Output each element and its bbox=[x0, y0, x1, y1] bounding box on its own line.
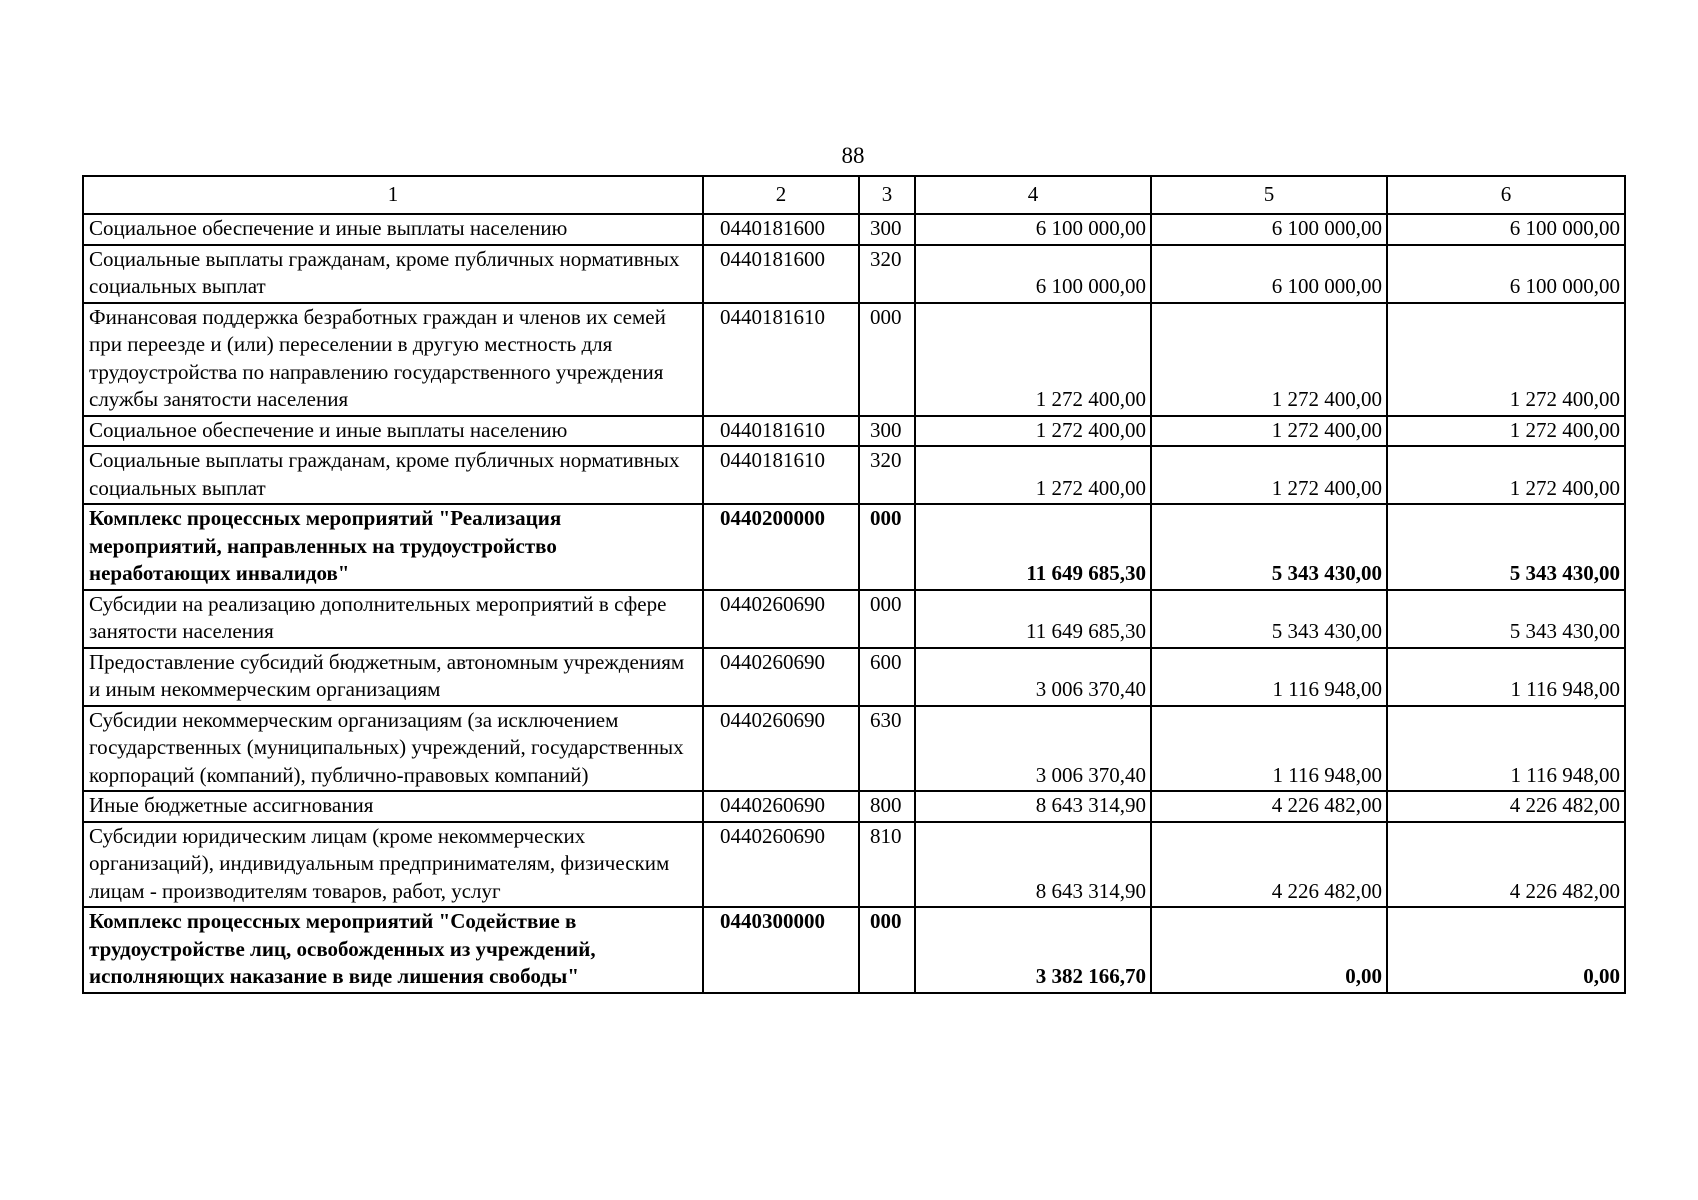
row-value-col4-cell: 3 382 166,70 bbox=[915, 907, 1151, 993]
row-type-cell: 000 bbox=[859, 590, 915, 648]
table-body bbox=[83, 176, 1625, 993]
table-row bbox=[83, 446, 1625, 504]
row-value-col4-cell: 6 100 000,00 bbox=[915, 245, 1151, 303]
row-type-cell: 300 bbox=[859, 214, 915, 245]
row-name-cell: Субсидии юридическим лицам (кроме некоммерческих организаций), индивидуальным предпринимателям, физическим лицам - производителям товаров, работ, услуг bbox=[83, 822, 703, 908]
row-type-cell: 000 bbox=[859, 504, 915, 590]
row-type-cell: 000 bbox=[859, 907, 915, 993]
header-cell: 5 bbox=[1151, 176, 1387, 214]
table-row bbox=[83, 416, 1625, 447]
row-value-col6-cell: 1 116 948,00 bbox=[1387, 648, 1625, 706]
row-value-col5-cell: 0,00 bbox=[1151, 907, 1387, 993]
row-code-cell: 0440260690 bbox=[703, 791, 859, 822]
row-type-cell: 800 bbox=[859, 791, 915, 822]
row-type-cell: 630 bbox=[859, 706, 915, 792]
row-value-col6-cell: 1 116 948,00 bbox=[1387, 706, 1625, 792]
row-value-col6-cell: 1 272 400,00 bbox=[1387, 303, 1625, 416]
row-code-cell: 0440181600 bbox=[703, 245, 859, 303]
table-row bbox=[83, 245, 1625, 303]
row-value-col5-cell: 5 343 430,00 bbox=[1151, 590, 1387, 648]
table-row bbox=[83, 504, 1625, 590]
row-name-cell: Финансовая поддержка безработных граждан и членов их семей при переезде и (или) переселении в другую местность для трудоустройства по направлению государственного учреждения службы занятости населения bbox=[83, 303, 703, 416]
row-name-cell: Социальные выплаты гражданам, кроме публичных нормативных социальных выплат bbox=[83, 245, 703, 303]
row-code-cell: 0440260690 bbox=[703, 706, 859, 792]
table-row bbox=[83, 822, 1625, 908]
row-value-col4-cell: 1 272 400,00 bbox=[915, 303, 1151, 416]
row-value-col5-cell: 4 226 482,00 bbox=[1151, 791, 1387, 822]
row-value-col4-cell: 3 006 370,40 bbox=[915, 648, 1151, 706]
table-row bbox=[83, 706, 1625, 792]
row-code-cell: 0440260690 bbox=[703, 590, 859, 648]
row-value-col5-cell: 6 100 000,00 bbox=[1151, 214, 1387, 245]
header-cell: 2 bbox=[703, 176, 859, 214]
row-value-col5-cell: 1 272 400,00 bbox=[1151, 303, 1387, 416]
header-cell: 6 bbox=[1387, 176, 1625, 214]
row-value-col5-cell: 1 116 948,00 bbox=[1151, 706, 1387, 792]
row-value-col5-cell: 4 226 482,00 bbox=[1151, 822, 1387, 908]
table-row bbox=[83, 214, 1625, 245]
row-value-col6-cell: 6 100 000,00 bbox=[1387, 245, 1625, 303]
row-value-col5-cell: 5 343 430,00 bbox=[1151, 504, 1387, 590]
row-name-cell: Субсидии некоммерческим организациям (за исключением государственных (муниципальных) учреждений, государственных корпораций (компаний), публично-правовых компаний) bbox=[83, 706, 703, 792]
budget-table bbox=[82, 175, 1626, 994]
row-name-cell: Комплекс процессных мероприятий "Содействие в трудоустройстве лиц, освобожденных из учреждений, исполняющих наказание в виде лишения свободы" bbox=[83, 907, 703, 993]
row-value-col4-cell: 1 272 400,00 bbox=[915, 416, 1151, 447]
row-name-cell: Социальные выплаты гражданам, кроме публичных нормативных социальных выплат bbox=[83, 446, 703, 504]
row-code-cell: 0440181610 bbox=[703, 303, 859, 416]
row-code-cell: 0440181610 bbox=[703, 446, 859, 504]
row-type-cell: 300 bbox=[859, 416, 915, 447]
row-code-cell: 0440260690 bbox=[703, 822, 859, 908]
row-value-col6-cell: 1 272 400,00 bbox=[1387, 416, 1625, 447]
row-name-cell: Социальное обеспечение и иные выплаты населению bbox=[83, 416, 703, 447]
row-code-cell: 0440181600 bbox=[703, 214, 859, 245]
table-row bbox=[83, 303, 1625, 416]
row-name-cell: Комплекс процессных мероприятий "Реализация мероприятий, направленных на трудоустройство неработающих инвалидов" bbox=[83, 504, 703, 590]
row-code-cell: 0440260690 bbox=[703, 648, 859, 706]
row-value-col4-cell: 3 006 370,40 bbox=[915, 706, 1151, 792]
row-value-col4-cell: 1 272 400,00 bbox=[915, 446, 1151, 504]
header-cell: 4 bbox=[915, 176, 1151, 214]
table-row bbox=[83, 907, 1625, 993]
table-header-row bbox=[83, 176, 1625, 214]
row-value-col4-cell: 8 643 314,90 bbox=[915, 791, 1151, 822]
row-value-col5-cell: 1 116 948,00 bbox=[1151, 648, 1387, 706]
row-type-cell: 320 bbox=[859, 446, 915, 504]
row-value-col4-cell: 8 643 314,90 bbox=[915, 822, 1151, 908]
row-code-cell: 0440300000 bbox=[703, 907, 859, 993]
row-value-col5-cell: 1 272 400,00 bbox=[1151, 416, 1387, 447]
row-name-cell: Социальное обеспечение и иные выплаты населению bbox=[83, 214, 703, 245]
row-type-cell: 810 bbox=[859, 822, 915, 908]
header-cell: 1 bbox=[83, 176, 703, 214]
row-code-cell: 0440181610 bbox=[703, 416, 859, 447]
row-value-col6-cell: 5 343 430,00 bbox=[1387, 590, 1625, 648]
row-value-col6-cell: 4 226 482,00 bbox=[1387, 822, 1625, 908]
header-cell: 3 bbox=[859, 176, 915, 214]
row-value-col6-cell: 0,00 bbox=[1387, 907, 1625, 993]
page-number: 88 bbox=[841, 143, 865, 168]
row-value-col6-cell: 1 272 400,00 bbox=[1387, 446, 1625, 504]
table-row bbox=[83, 590, 1625, 648]
table-row bbox=[83, 791, 1625, 822]
row-value-col5-cell: 6 100 000,00 bbox=[1151, 245, 1387, 303]
row-type-cell: 600 bbox=[859, 648, 915, 706]
row-name-cell: Предоставление субсидий бюджетным, автономным учреждениям и иным некоммерческим организациям bbox=[83, 648, 703, 706]
row-name-cell: Иные бюджетные ассигнования bbox=[83, 791, 703, 822]
row-name-cell: Субсидии на реализацию дополнительных мероприятий в сфере занятости населения bbox=[83, 590, 703, 648]
row-code-cell: 0440200000 bbox=[703, 504, 859, 590]
row-type-cell: 320 bbox=[859, 245, 915, 303]
table-row bbox=[83, 648, 1625, 706]
row-value-col4-cell: 6 100 000,00 bbox=[915, 214, 1151, 245]
row-value-col6-cell: 4 226 482,00 bbox=[1387, 791, 1625, 822]
row-value-col4-cell: 11 649 685,30 bbox=[915, 504, 1151, 590]
row-value-col5-cell: 1 272 400,00 bbox=[1151, 446, 1387, 504]
row-value-col6-cell: 6 100 000,00 bbox=[1387, 214, 1625, 245]
row-type-cell: 000 bbox=[859, 303, 915, 416]
row-value-col4-cell: 11 649 685,30 bbox=[915, 590, 1151, 648]
row-value-col6-cell: 5 343 430,00 bbox=[1387, 504, 1625, 590]
